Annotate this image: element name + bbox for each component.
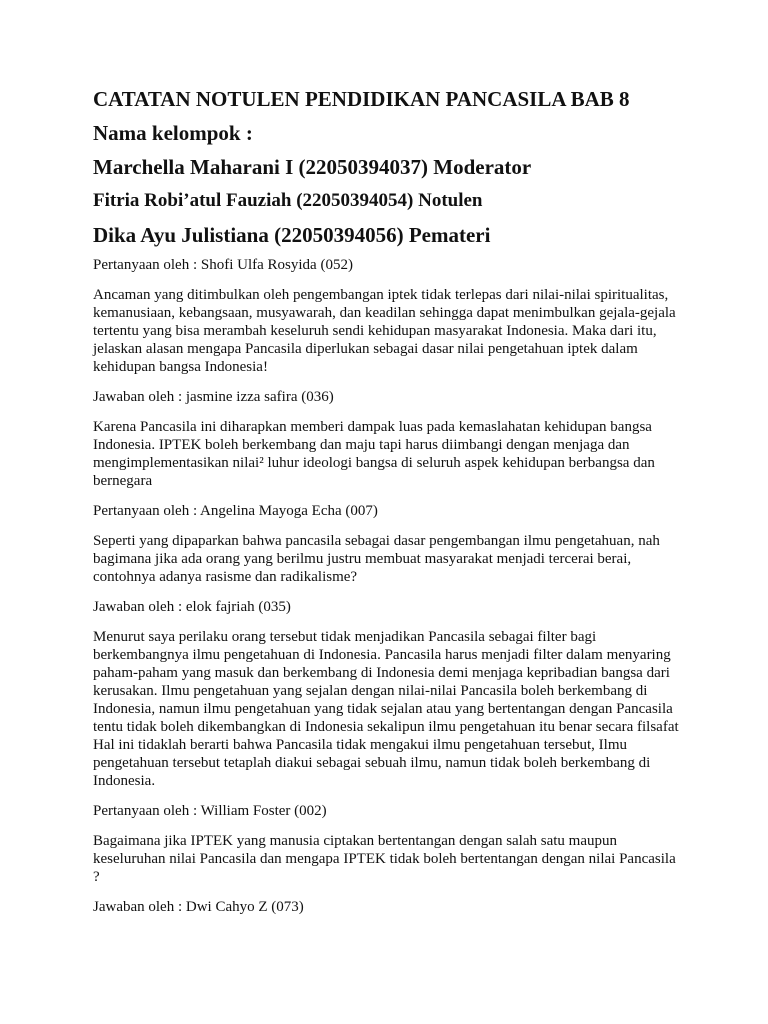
answer-text-2: Menurut saya perilaku orang tersebut tidak menjadikan Pancasila sebagai filter bagi berkembangnya ilmu pengetahuan di Indonesia. Pancasila harus menjadi filter dalam menyaring paham-paham yang masuk dan berkembang di Indonesia demi menjaga kepribadian bangsa dari kerusakan. Ilmu pengetahuan yang sejalan dengan nilai-nilai Pancasila boleh berkembang di Indonesia, namun ilmu pengetahuan yang tidak sejalan atau yang bertentangan dengan Pancasila tentu tidak boleh dikembangkan di Indonesia sekalipun ilmu pengetahuan itu benar secara filsafat Hal ini tidaklah berarti bahwa Pancasila tidak mengakui ilmu pengetahuan tersebut, Ilmu pengetahuan tersebut tetaplah diakui sebagai sebuah ilmu, namun tidak boleh berkembang di Indonesia. <box>93 629 679 789</box>
question-text-2: Seperti yang dipaparkan bahwa pancasila sebagai dasar pengembangan ilmu pengetahuan, nah bagimana jika ada orang yang berilmu justru membuat masyarakat menjadi tercerai berai, contohnya adanya rasisme dan radikalisme? <box>93 533 660 585</box>
answer-label-3: Jawaban oleh : Dwi Cahyo Z (073) <box>93 899 304 915</box>
answer-text-1: Karena Pancasila ini diharapkan memberi dampak luas pada kemaslahatan kehidupan bangsa Indonesia. IPTEK boleh berkembang dan maju tapi harus diimbangi dengan menjaga dan mengimplementasikan nilai² luhur ideologi bangsa di seluruh aspek kehidupan berbangsa dan bernegara <box>93 419 655 489</box>
question-label-2: Pertanyaan oleh : Angelina Mayoga Echa (007) <box>93 503 378 519</box>
question-label-3: Pertanyaan oleh : William Foster (002) <box>93 803 327 819</box>
document-page <box>93 86 685 928</box>
member-notulen: Fitria Robi’atul Fauziah (22050394054) Notulen <box>93 190 483 211</box>
group-label: Nama kelompok : <box>93 121 253 145</box>
answer-label-2: Jawaban oleh : elok fajriah (035) <box>93 599 291 615</box>
member-pemateri: Dika Ayu Julistiana (22050394056) Pemateri <box>93 223 491 247</box>
question-label-1: Pertanyaan oleh : Shofi Ulfa Rosyida (052) <box>93 257 353 273</box>
question-text-1: Ancaman yang ditimbulkan oleh pengembangan iptek tidak terlepas dari nilai-nilai spiritualitas, kemanusiaan, kebangsaan, musyawarah, dan keadilan sehingga dapat menimbulkan gejala-gejala tertentu yang bisa merambah keseluruh sendi kehidupan masyarakat Indonesia. Maka dari itu, jelaskan alasan mengapa Pancasila diperlukan sebagai dasar nilai pengetahuan iptek dalam kehidupan bangsa Indonesia! <box>93 287 676 375</box>
question-text-3: Bagaimana jika IPTEK yang manusia ciptakan bertentangan dengan salah satu maupun keseluruhan nilai Pancasila dan mengapa IPTEK tidak boleh bertentangan dengan nilai Pancasila ? <box>93 833 676 885</box>
answer-label-1: Jawaban oleh : jasmine izza safira (036) <box>93 389 334 405</box>
document-title: CATATAN NOTULEN PENDIDIKAN PANCASILA BAB 8 <box>93 87 630 111</box>
member-moderator: Marchella Maharani I (22050394037) Moderator <box>93 155 532 179</box>
